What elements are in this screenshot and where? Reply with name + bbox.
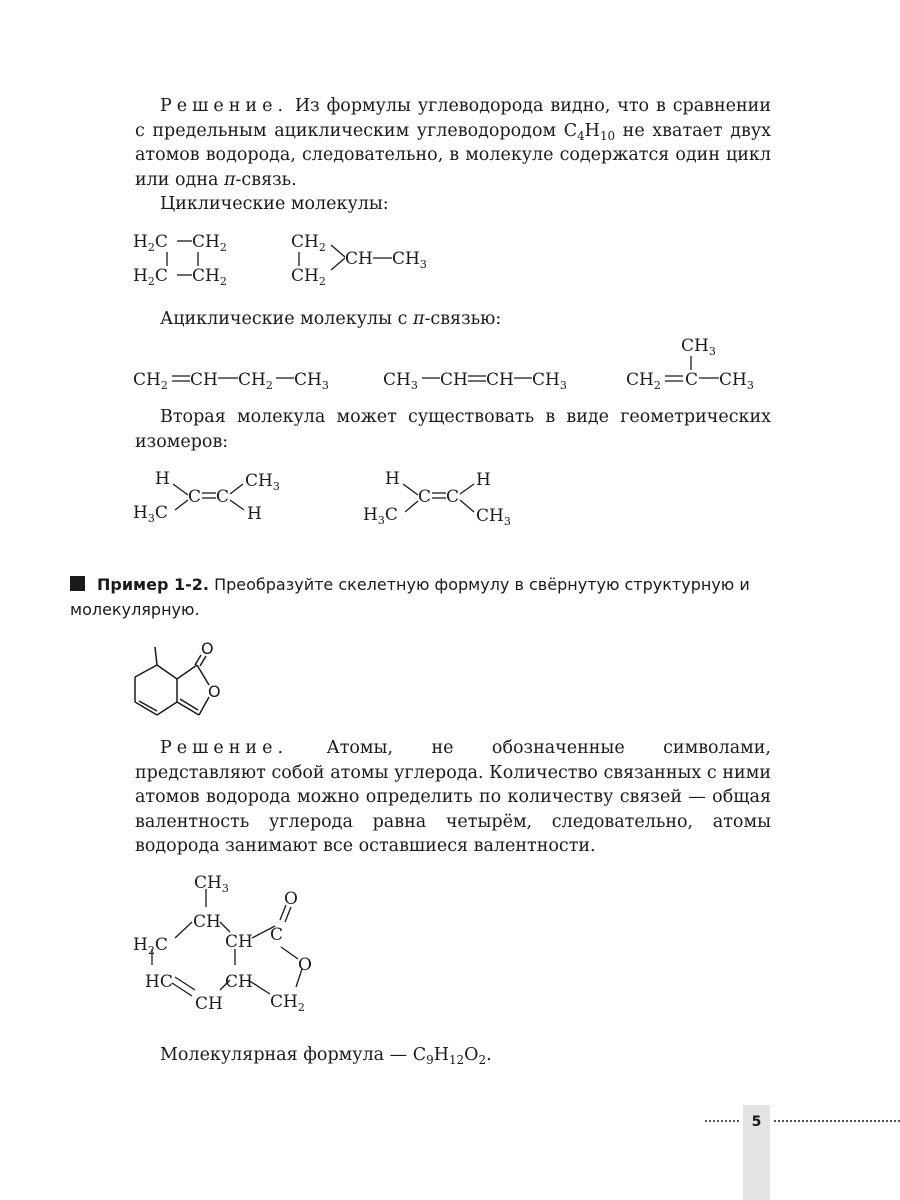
svg-text:CH2: $CH_2$: [192, 232, 227, 254]
example-label: Пример 1-2.: [97, 575, 209, 594]
svg-text:C: C: [685, 370, 699, 390]
svg-text:CH3: $CH_3$: [392, 249, 427, 271]
solution-label: Решение.: [160, 96, 289, 116]
svg-text:H: H: [385, 469, 400, 489]
svg-text:C: C: [216, 487, 230, 507]
svg-text:CH2: $CH_2$: [133, 370, 168, 392]
svg-text:CH2: $CH_2$: [626, 370, 661, 392]
methylcyclopropane-structure: [288, 225, 438, 290]
svg-text:CH: CH: [486, 370, 514, 390]
svg-text:CH3: $CH_3$: [719, 370, 754, 392]
molecular-formula: Молекулярная формула — $C_9H_{12}O_2$.: [160, 1045, 492, 1068]
svg-text:H3C: $H_3C$: [133, 503, 168, 525]
svg-text:CH2: $CH_2$: [291, 266, 326, 288]
solution-label-2: Решение.: [160, 738, 289, 758]
svg-text:CH3: $CH_3$: [194, 873, 229, 895]
but-1-ene-structure: [130, 330, 350, 395]
svg-text:CH2: $CH_2$: [192, 266, 227, 288]
svg-text:CH: CH: [193, 912, 221, 932]
svg-text:CH: CH: [225, 972, 253, 992]
svg-text:CH2: $CH_2$: [291, 232, 326, 254]
svg-text:H: H: [247, 504, 262, 524]
svg-text:O: O: [208, 682, 221, 701]
svg-text:CH3: $CH_3$: [383, 370, 418, 392]
bullet-square-icon: [70, 576, 85, 591]
svg-text:H: H: [476, 470, 491, 490]
svg-text:CH3: $CH_3$: [681, 336, 716, 358]
but-2-ene-structure: [380, 330, 590, 395]
svg-text:CH: CH: [195, 994, 223, 1014]
svg-text:H: H: [155, 469, 170, 489]
svg-text:CH3: $CH_3$: [532, 370, 567, 392]
cyclobutane-structure: [130, 225, 240, 290]
svg-text:CH2: $CH_2$: [270, 992, 305, 1014]
footer-dots-left: [705, 1120, 739, 1122]
svg-text:C: C: [418, 487, 432, 507]
svg-text:CH3: $CH_3$: [245, 471, 280, 493]
solution-paragraph-1: Решение. Из формулы углеводорода видно, что в сравнении с предельным ациклическим углеводородом $C_4H_{10}$ не хватает двух атомов водорода, следовательно, в молекуле содержатся один цикл или одна π-связь.: [135, 96, 771, 190]
formula-c4h10: $C_4H_{10}$: [563, 120, 616, 143]
cyclic-caption: Циклические молекулы:: [160, 194, 389, 214]
svg-text:H2C: $H_2C$: [133, 935, 168, 957]
svg-text:H2C: $H_2C$: [133, 232, 168, 254]
svg-text:CH: CH: [225, 932, 253, 952]
svg-text:O: O: [298, 955, 312, 975]
svg-text:CH: CH: [440, 370, 468, 390]
condensed-formula: [130, 862, 330, 1022]
example-heading: Пример 1-2. Преобразуйте скелетную формулу в свёрнутую структурную и молекулярную.: [70, 575, 750, 619]
svg-text:H2C: $H_2C$: [133, 266, 168, 288]
svg-text:O: O: [201, 639, 214, 658]
svg-text:C: C: [270, 925, 284, 945]
isomer-caption: Вторая молекула может существовать в виде геометрических изомеров:: [135, 407, 771, 452]
svg-text:CH: CH: [190, 370, 218, 390]
svg-text:C: C: [446, 487, 460, 507]
svg-text:CH3: $CH_3$: [294, 370, 329, 392]
acyclic-caption: Ациклические молекулы с π-связью:: [160, 309, 502, 329]
footer-dots-right: [774, 1120, 900, 1122]
svg-text:CH: CH: [345, 249, 373, 269]
methylpropene-structure: [623, 330, 773, 395]
svg-text:CH3: $CH_3$: [476, 506, 511, 528]
trans-but-2-ene-structure: [130, 462, 300, 532]
page-number: 5: [751, 1114, 762, 1130]
svg-text:O: O: [284, 889, 298, 909]
svg-text:CH2: $CH_2$: [238, 370, 273, 392]
svg-text:H3C: $H_3C$: [363, 505, 398, 527]
svg-text:C: C: [188, 487, 202, 507]
cis-but-2-ene-structure: [360, 462, 530, 532]
svg-text:HC: HC: [145, 972, 173, 992]
solution-paragraph-2: Решение. Атомы, не обозначенные символами, представляют собой атомы углерода. Количество связанных с ними атомов водорода можно определить по количеству связей — общая валентность углерода равна четырём, следовательно, атомы водорода занимают все оставшиеся валентности.: [135, 738, 771, 856]
skeletal-formula: [125, 635, 235, 725]
